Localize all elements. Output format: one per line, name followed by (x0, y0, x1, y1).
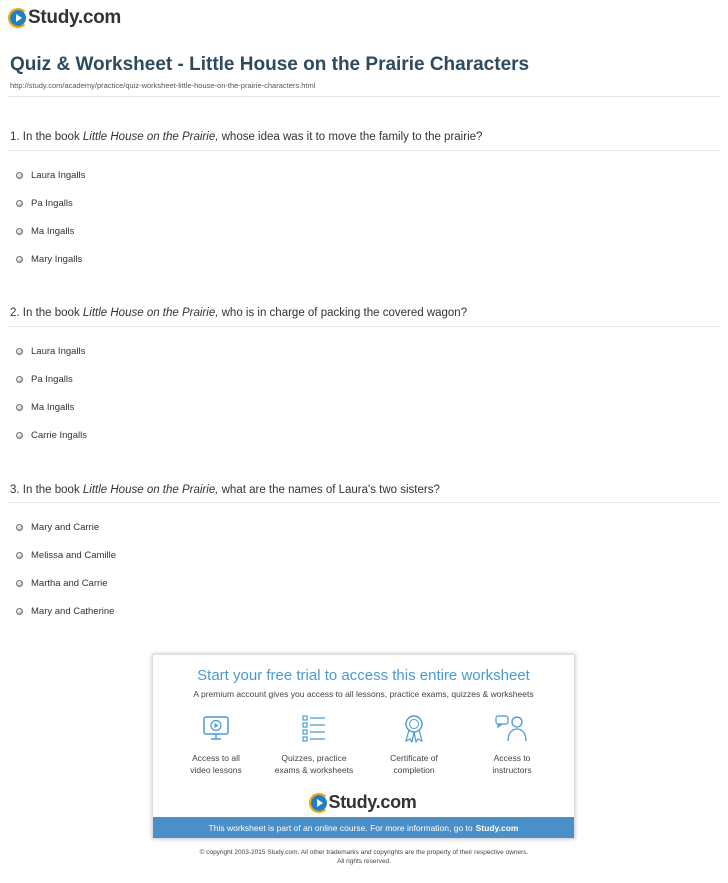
option-label: Ma Ingalls (31, 226, 75, 237)
feature-certificate (364, 713, 464, 776)
answer-option[interactable] (16, 522, 99, 533)
radio-button-icon[interactable] (16, 376, 23, 383)
question-2 (10, 307, 467, 319)
divider (8, 96, 720, 97)
answer-option[interactable] (16, 254, 82, 265)
answer-option[interactable] (16, 374, 73, 385)
answer-option[interactable] (16, 578, 108, 589)
feature-instructors (462, 713, 562, 776)
answer-option[interactable] (16, 550, 116, 561)
site-logo[interactable] (10, 7, 121, 29)
checklist-icon (299, 713, 329, 743)
option-label: Laura Ingalls (31, 346, 86, 357)
answer-option[interactable] (16, 402, 74, 413)
radio-button-icon[interactable] (16, 524, 23, 531)
promo-subheading: A premium account gives you access to all lessons, practice exams, quizzes & worksheets (193, 689, 534, 699)
footer-link[interactable]: Study.com (475, 822, 519, 833)
feature-video-lessons (166, 713, 266, 776)
answer-option[interactable] (16, 430, 87, 441)
promo-footer-bar (153, 817, 574, 838)
copyright-notice (0, 848, 728, 866)
option-label: Mary Ingalls (31, 254, 83, 265)
certificate-icon (399, 713, 429, 743)
footer-text: This worksheet is part of an online course. For more information, go to (208, 822, 473, 833)
promo-logo[interactable] (153, 792, 574, 813)
radio-button-icon[interactable] (16, 228, 23, 235)
book-title: Little House on the Prairie, (82, 307, 219, 319)
question-3 (10, 484, 440, 496)
page-url: http://study.com/academy/practice/quiz-worksheet-little-house-on-the-prairie-characters.html (10, 81, 316, 90)
divider (8, 150, 720, 151)
question-suffix: who is in charge of packing the covered wagon? (218, 307, 468, 319)
divider (8, 502, 720, 503)
instructor-icon (495, 713, 529, 743)
option-label: Ma Ingalls (31, 402, 75, 413)
free-trial-promo (152, 654, 575, 839)
feature-label: Access to instructors (492, 753, 532, 775)
option-label: Martha and Carrie (31, 578, 108, 589)
answer-option[interactable] (16, 226, 74, 237)
question-prefix: 1. In the book (10, 131, 83, 143)
feature-label: Certificate of completion (390, 753, 438, 775)
question-suffix: what are the names of Laura's two sisters? (218, 484, 440, 496)
answer-option[interactable] (16, 346, 85, 357)
radio-button-icon[interactable] (16, 432, 23, 439)
question-prefix: 2. In the book (10, 307, 83, 319)
logo-text: Study.com (28, 7, 122, 28)
radio-button-icon[interactable] (16, 608, 23, 615)
radio-button-icon[interactable] (16, 580, 23, 587)
option-label: Carrie Ingalls (31, 430, 87, 441)
option-label: Laura Ingalls (31, 170, 86, 181)
book-title: Little House on the Prairie, (82, 131, 219, 143)
option-label: Mary and Catherine (31, 606, 115, 617)
play-logo-icon (311, 795, 327, 811)
logo-text: Study.com (328, 792, 417, 812)
question-prefix: 3. In the book (10, 484, 83, 496)
radio-button-icon[interactable] (16, 348, 23, 355)
option-label: Melissa and Camille (31, 550, 117, 561)
radio-button-icon[interactable] (16, 200, 23, 207)
option-label: Pa Ingalls (31, 198, 73, 209)
option-label: Mary and Carrie (31, 522, 100, 533)
radio-button-icon[interactable] (16, 552, 23, 559)
question-suffix: whose idea was it to move the family to the prairie? (218, 131, 483, 143)
page-title: Quiz & Worksheet - Little House on the Prairie Characters (10, 54, 530, 75)
radio-button-icon[interactable] (16, 404, 23, 411)
promo-heading[interactable]: Start your free trial to access this entire worksheet (197, 667, 530, 684)
question-1 (10, 131, 482, 143)
book-title: Little House on the Prairie, (82, 484, 219, 496)
play-logo-icon (10, 10, 26, 26)
answer-option[interactable] (16, 170, 85, 181)
radio-button-icon[interactable] (16, 256, 23, 263)
radio-button-icon[interactable] (16, 172, 23, 179)
answer-option[interactable] (16, 606, 114, 617)
copyright-line: All rights reserved. (337, 858, 391, 865)
feature-label: Quizzes, practice exams & worksheets (274, 753, 354, 775)
divider (8, 326, 720, 327)
video-lesson-icon (201, 713, 231, 743)
feature-quizzes (264, 713, 364, 776)
feature-label: Access to all video lessons (190, 753, 242, 775)
answer-option[interactable] (16, 198, 73, 209)
option-label: Pa Ingalls (31, 374, 73, 385)
copyright-line: © copyright 2003-2015 Study.com. All other trademarks and copyrights are the property of their respective owners. (199, 849, 529, 856)
